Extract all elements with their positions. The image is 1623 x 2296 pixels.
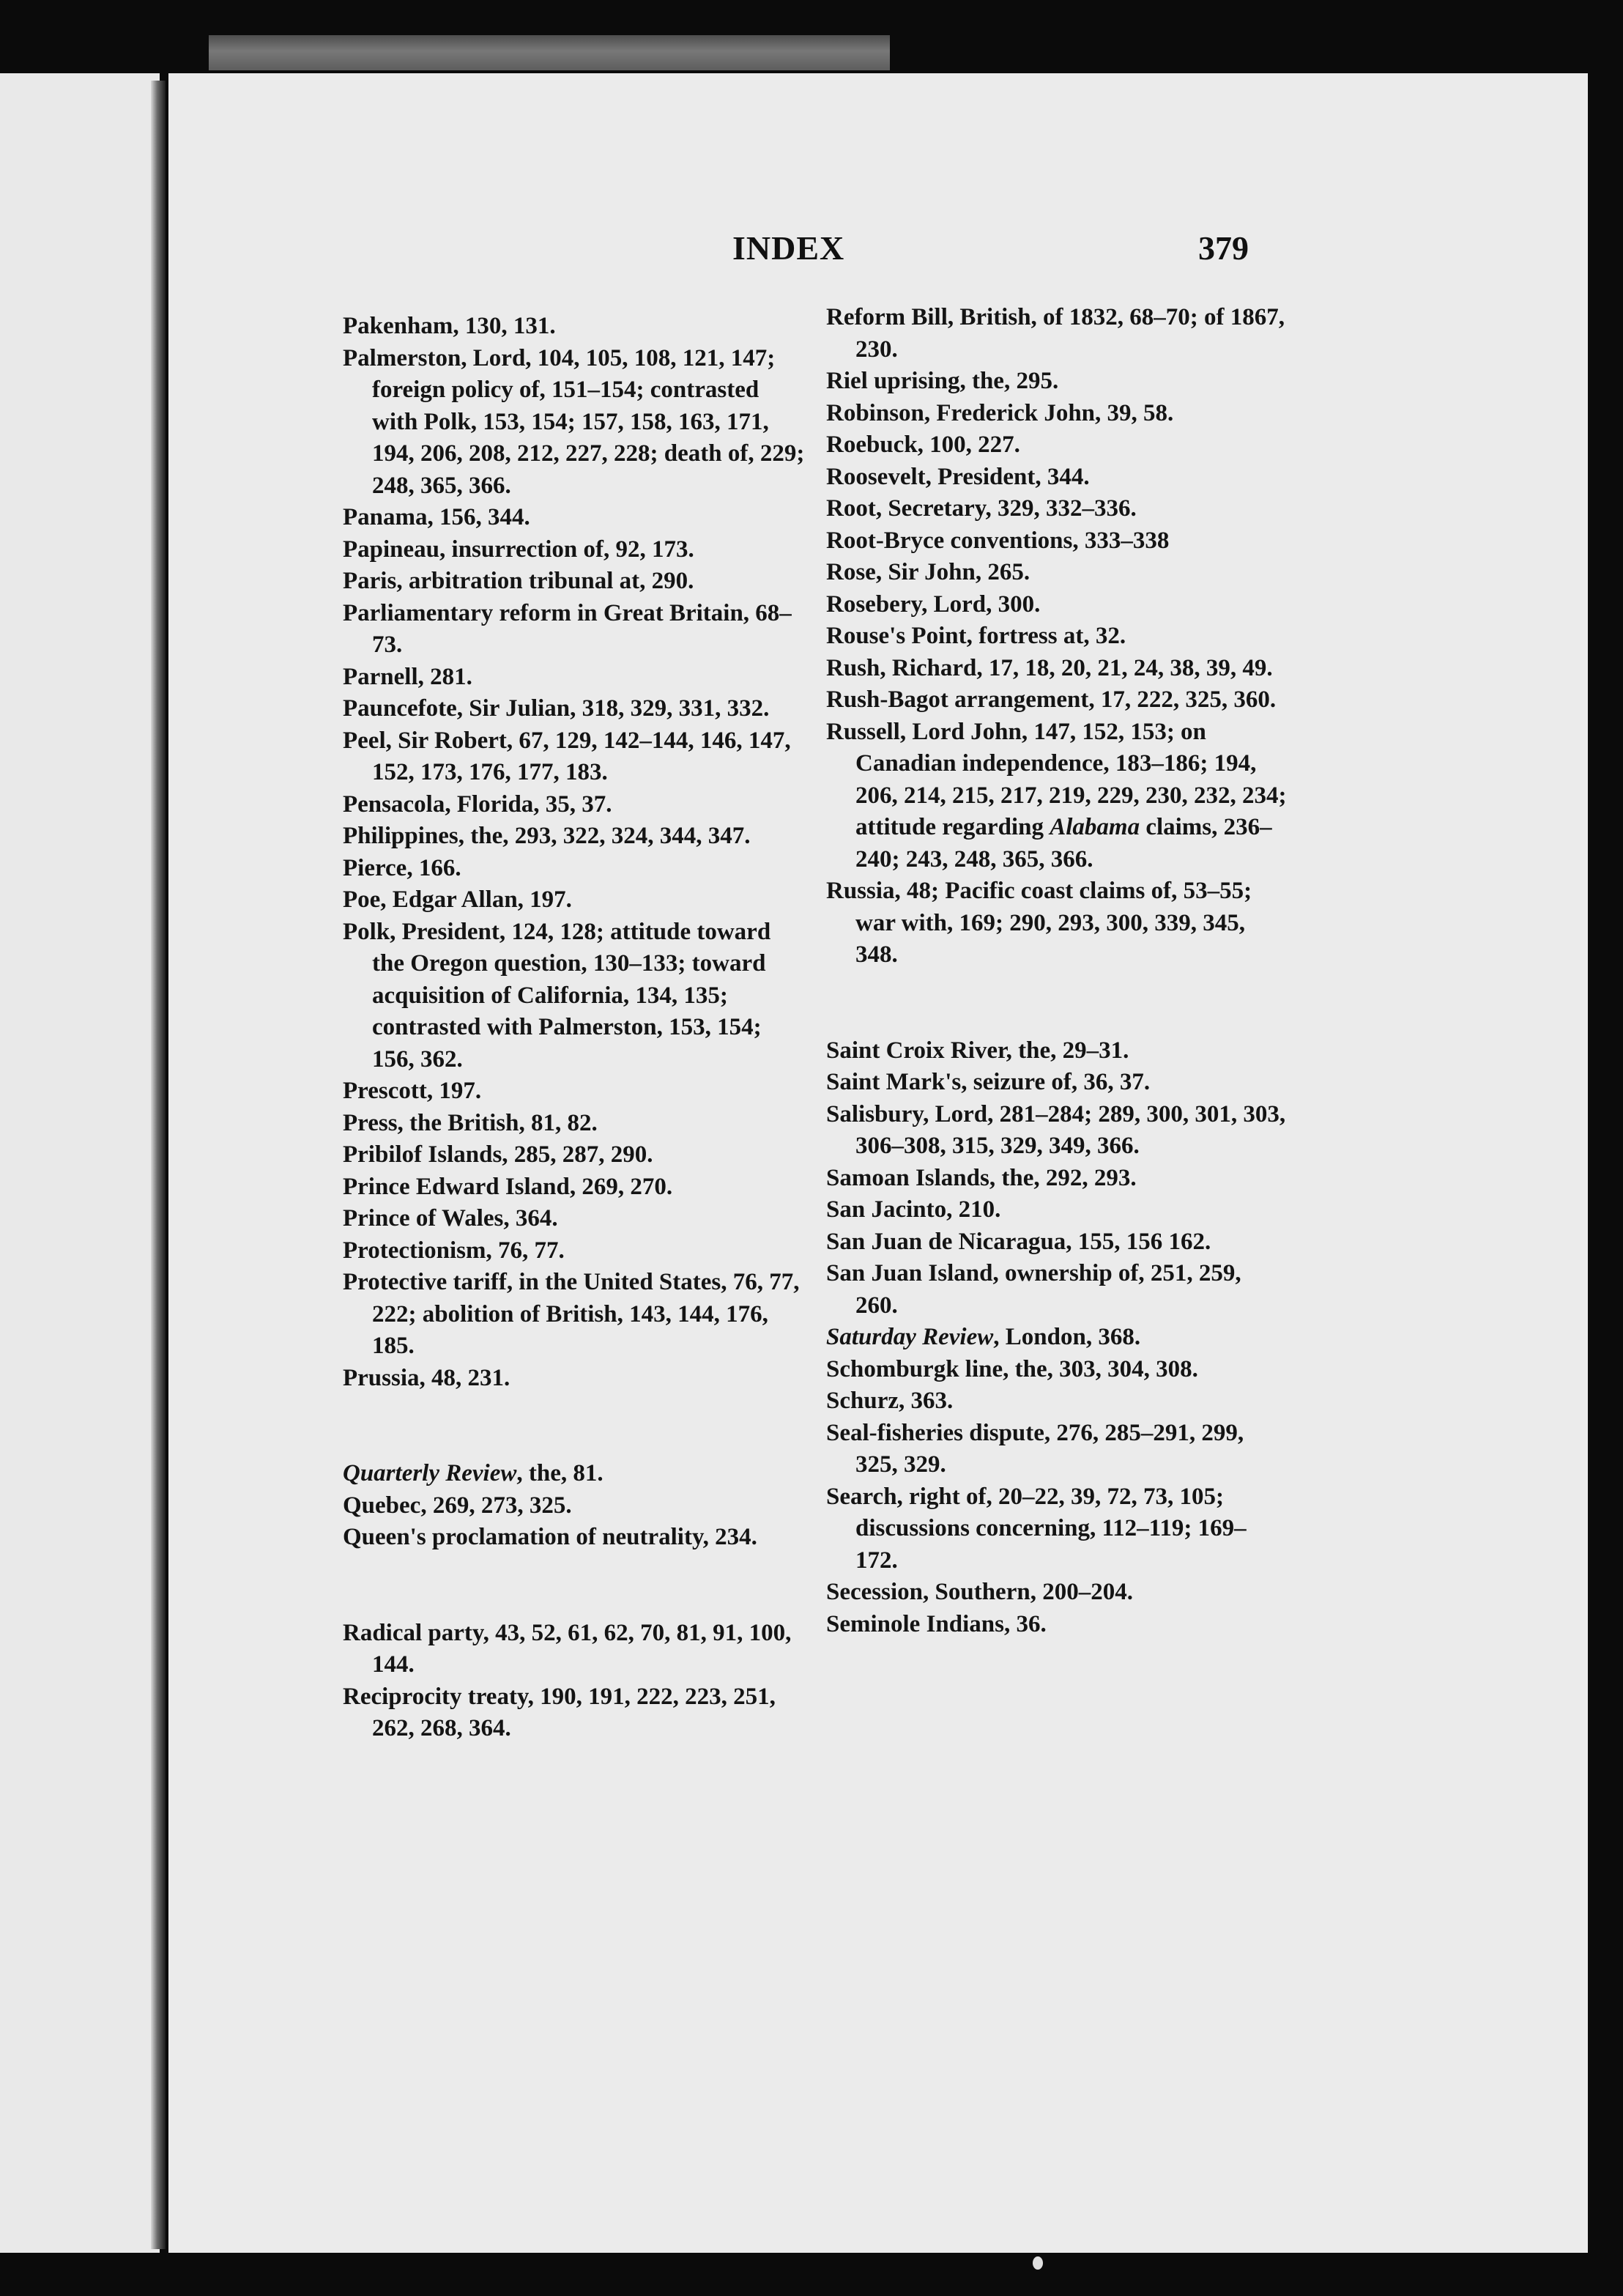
index-entry: Rose, Sir John, 265.: [826, 559, 1030, 585]
index-column-right: [826, 302, 1288, 1640]
index-entry: Press, the British, 81, 82.: [343, 1109, 598, 1136]
section-gap: [343, 1554, 808, 1618]
index-entry: Prince Edward Island, 269, 270.: [343, 1173, 673, 1200]
index-entry: Palmerston, Lord, 104, 105, 108, 121, 147; foreign policy of, 151–154; contrasted with Polk, 153, 154; 157, 158, 163, 171, 194, 206, 208, 212, 227, 228; death of, 229; 248, 365, 366.: [343, 344, 805, 499]
index-entry: [826, 1322, 1288, 1354]
index-entry: Samoan Islands, the, 292, 293.: [826, 1164, 1137, 1191]
index-entry: Pierce, 166.: [343, 854, 461, 881]
index-entry: Schomburgk line, the, 303, 304, 308.: [826, 1355, 1198, 1382]
index-entry: San Juan Island, ownership of, 251, 259, 260.: [826, 1260, 1241, 1319]
index-entry: Quebec, 269, 273, 325.: [343, 1492, 572, 1519]
book-gutter: [151, 81, 166, 2249]
index-entry: Poe, Edgar Allan, 197.: [343, 886, 572, 913]
entry-text: , London, 368.: [993, 1324, 1141, 1350]
index-column-left: [343, 311, 808, 1745]
index-entry: [343, 1458, 808, 1490]
index-entry: Rush-Bagot arrangement, 17, 222, 325, 360.: [826, 686, 1277, 713]
index-entry: Riel uprising, the, 295.: [826, 368, 1059, 394]
page-number: 379: [1198, 229, 1249, 267]
index-entry: San Jacinto, 210.: [826, 1196, 1001, 1223]
entry-text: , the, 81.: [516, 1460, 603, 1486]
section-gap: [826, 971, 1288, 1035]
ship-name: Alabama: [1050, 814, 1140, 840]
index-entry: Rosebery, Lord, 300.: [826, 590, 1041, 618]
index-entry: Peel, Sir Robert, 67, 129, 142–144, 146, 147, 152, 173, 176, 177, 183.: [343, 727, 791, 785]
index-entry: Roosevelt, President, 344.: [826, 463, 1090, 490]
index-entry: Parliamentary reform in Great Britain, 68–73.: [343, 599, 792, 658]
index-entry: Root, Secretary, 329, 332–336.: [826, 495, 1137, 522]
index-entry: Salisbury, Lord, 281–284; 289, 300, 301, 303, 306–308, 315, 329, 349, 366.: [826, 1100, 1286, 1159]
index-entry: Prescott, 197.: [343, 1078, 482, 1104]
index-entry: Parnell, 281.: [343, 663, 472, 690]
entry-text-tail: claims, 236–240; 243, 248, 365, 366.: [855, 814, 1272, 873]
index-entry: Rush, Richard, 17, 18, 20, 21, 24, 38, 39, 49.: [826, 654, 1273, 681]
index-entry: Protective tariff, in the United States, 76, 77, 222; abolition of British, 143, 144, 176, 185.: [343, 1269, 800, 1359]
index-entry: Saint Mark's, seizure of, 36, 37.: [826, 1069, 1151, 1095]
index-entry: Prussia, 48, 231.: [343, 1364, 510, 1391]
index-entry: Schurz, 363.: [826, 1388, 954, 1414]
section-gap: [343, 1394, 808, 1458]
index-entry: Pauncefote, Sir Julian, 318, 329, 331, 332.: [343, 695, 770, 722]
index-entry: Russia, 48; Pacific coast claims of, 53–55; war with, 169; 290, 293, 300, 339, 345, 348.: [826, 878, 1252, 968]
index-entry: Search, right of, 20–22, 39, 72, 73, 105; discussions concerning, 112–119; 169–172.: [826, 1483, 1247, 1574]
facing-page-edge: [0, 73, 160, 2253]
entry-text: Russell, Lord John, 147, 152, 153; on Canadian independence, 183–186; 194, 206, 214, 215, 217, 219, 229, 230, 232, 234; attitude regarding: [826, 718, 1287, 840]
index-entry: Saint Croix River, the, 29–31.: [826, 1037, 1129, 1064]
index-entry: [826, 716, 1288, 876]
index-entry: Reform Bill, British, of 1832, 68–70; of 1867, 230.: [826, 304, 1285, 363]
index-entry: Radical party, 43, 52, 61, 62, 70, 81, 91, 100, 144.: [343, 1619, 792, 1678]
index-entry: Papineau, insurrection of, 92, 173.: [343, 536, 694, 563]
index-entry: Secession, Southern, 200–204.: [826, 1579, 1133, 1605]
index-entry: Root-Bryce conventions, 333–338: [826, 527, 1170, 554]
index-entry: Protectionism, 76, 77.: [343, 1237, 565, 1264]
scan-speck: [1033, 2256, 1043, 2270]
index-entry: Queen's proclamation of neutrality, 234.: [343, 1524, 757, 1550]
publication-title: Quarterly Review: [343, 1460, 517, 1486]
index-entry: Seminole Indians, 36.: [826, 1610, 1047, 1637]
page-title: INDEX: [732, 229, 845, 267]
index-entry: Pensacola, Florida, 35, 37.: [343, 790, 612, 818]
index-entry: Roebuck, 100, 227.: [826, 432, 1020, 458]
index-entry: Reciprocity treaty, 190, 191, 222, 223, 251, 262, 268, 364.: [343, 1683, 776, 1741]
index-entry: Panama, 156, 344.: [343, 504, 530, 530]
index-entry: San Juan de Nicaragua, 155, 156 162.: [826, 1228, 1211, 1255]
scan-top-edge: [209, 35, 890, 70]
publication-title: Saturday Review: [826, 1324, 994, 1350]
index-entry: Paris, arbitration tribunal at, 290.: [343, 568, 694, 594]
index-entry: Robinson, Frederick John, 39, 58.: [826, 399, 1174, 426]
index-entry: Prince of Wales, 364.: [343, 1205, 558, 1232]
index-entry: Pakenham, 130, 131.: [343, 313, 556, 339]
index-entry: Pribilof Islands, 285, 287, 290.: [343, 1141, 653, 1168]
index-entry: Rouse's Point, fortress at, 32.: [826, 623, 1126, 649]
index-entry: Polk, President, 124, 128; attitude toward the Oregon question, 130–133; toward acquisition of California, 134, 135; contrasted with Palmerston, 153, 154; 156, 362.: [343, 918, 771, 1073]
index-entry: Seal-fisheries dispute, 276, 285–291, 299, 325, 329.: [826, 1419, 1244, 1478]
index-entry: Philippines, the, 293, 322, 324, 344, 347.: [343, 823, 751, 849]
